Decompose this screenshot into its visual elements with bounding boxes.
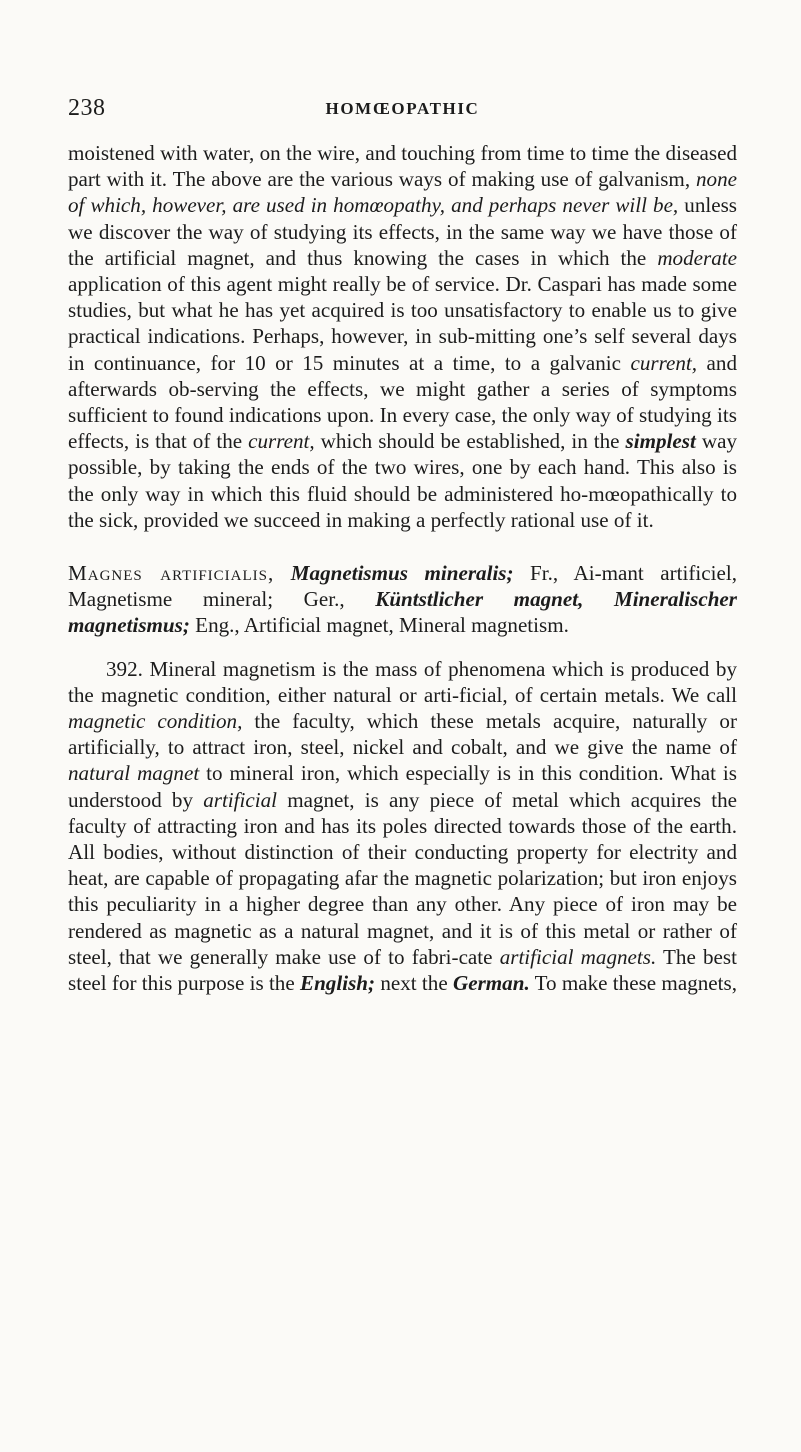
text-run: The best steel for this purpose is the	[68, 944, 737, 996]
small-caps-run: Magnes artificialis,	[68, 561, 275, 586]
paragraph-gap	[68, 533, 737, 560]
italic-run: current,	[248, 429, 315, 454]
italic-run: magnetic condition,	[68, 709, 243, 734]
text-run: moistened with water, on the wire, and touching from time to time the diseased part with it. The above are the various ways of making use of galvanism,	[68, 141, 737, 192]
running-title: HOMŒOPATHIC	[325, 99, 480, 118]
bold-italic-run: Küntstlicher magnet, Mineralischer magnetismus;	[68, 587, 738, 638]
italic-run: natural magnet	[68, 761, 200, 786]
italic-run: current,	[630, 350, 698, 375]
text-run: and afterwards ob-serving the effects, we might gather a series of symptoms sufficient to found indications upon. In every case, the only way of studying its effects, is that of the	[68, 350, 737, 454]
body-text	[68, 140, 737, 996]
text-run: to mineral iron, which especially is in this condition. What is understood by	[68, 761, 737, 812]
text-run: Eng., Artificial magnet, Mineral magnetism.	[189, 613, 569, 638]
text-run: next the	[375, 971, 453, 996]
page-number: 238	[68, 95, 106, 121]
text-run: To make these magnets,	[529, 971, 737, 996]
text-run: which should be established, in the	[314, 429, 626, 454]
running-head	[68, 93, 737, 123]
paragraph-392	[68, 656, 737, 997]
text-run: the faculty, which these metals acquire, naturally or artificially, to attract iron, steel, nickel and cobalt, and we give the name of	[68, 709, 737, 760]
text-run: magnet, is any piece of metal which acquires the faculty of attracting iron and has its poles directed towards those of the earth. All bodies, without distinction of their conducting property for electrity and heat, are capable of propagating afar the magnetic polarization; but iron enjoys this peculiarity in a higher degree than any other. Any piece of iron may be rendered as magnetic as a natural magnet, and it is of this metal or rather of steel, that we generally make use of to fabri-cate	[68, 787, 737, 969]
bold-italic-run: Magnetismus mineralis;	[290, 561, 514, 586]
italic-run: artificial	[203, 787, 278, 812]
text-run	[274, 561, 290, 585]
paragraph-magnes-heading	[68, 560, 737, 639]
bold-italic-run: English;	[300, 971, 376, 996]
bold-italic-run: German.	[452, 971, 530, 996]
bold-italic-run: simplest	[625, 429, 696, 454]
text-run: unless we discover the way of studying its effects, in the same way we have those of the artificial magnet, and thus knowing the cases in which the	[68, 193, 737, 270]
italic-run: moderate	[657, 245, 737, 270]
text-run: application of this agent might really be of service. Dr. Caspari has made some studies, but what he has yet acquired is too unsatisfactory to enable us to give practical indications. Perhaps, however, in sub-mitting one’s self several days in continuance, for 10 or 15 minutes at a time, to a galvanic	[68, 272, 737, 375]
text-run: way possible, by taking the ends of the two wires, one by each hand. This also is the only way in which this fluid should be administered ho-mœopathically to the sick, provided we succeed in making a perfectly rational use of it.	[68, 429, 737, 532]
italic-run: artificial magnets.	[499, 944, 657, 969]
text-run: 392. Mineral magnetism is the mass of phenomena which is produced by the magnetic condition, either natural or arti-ficial, of certain metals. We call	[68, 656, 737, 707]
italic-run: none of which, however, are used in homœopathy, and perhaps never will be,	[68, 167, 737, 218]
text-run: Fr., Ai-mant artificiel, Magnetisme mineral; Ger.,	[68, 561, 737, 612]
paragraph-gap	[68, 639, 737, 656]
paragraph-galvanism	[68, 140, 737, 533]
